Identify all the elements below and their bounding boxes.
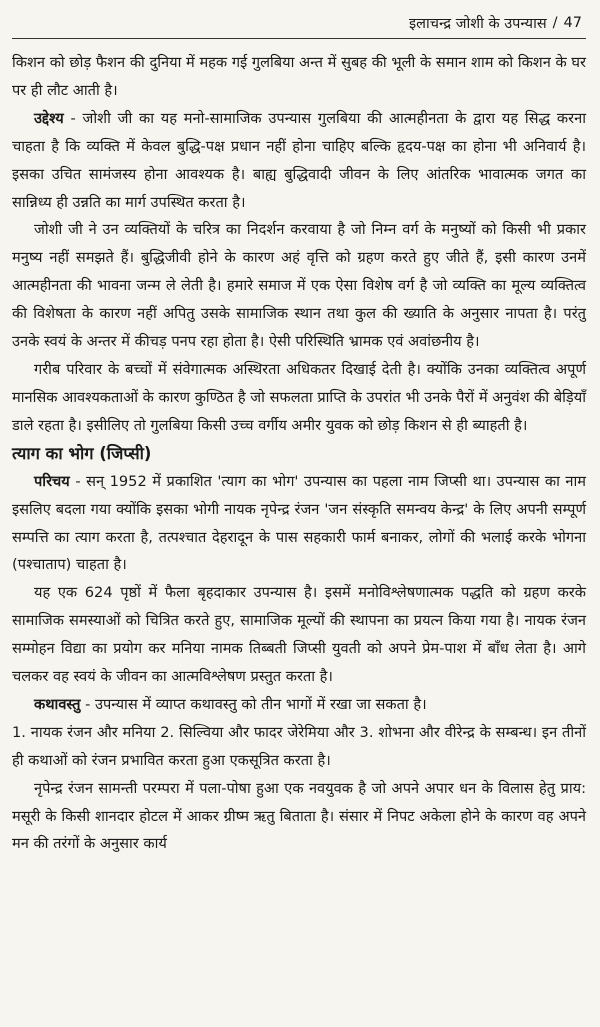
paragraph: 1. नायक रंजन और मनिया 2. सिल्विया और फादर जेरेमिया और 3. शोभना और वीरेन्द्र के सम्बन्ध। इन तीनों ही कथाओं को रंजन प्रभावित करता हुआ एकसूत्रित करता है। (12, 723, 586, 769)
paragraph: गरीब परिवार के बच्चों में संवेगात्मक अस्थिरता अधिकतर दिखाई देती है। क्योंकि उनका व्यक्तित्व अपूर्ण मानसिक आवश्यकताओं के कारण कुण्ठित है जो सफलता प्राप्ति के उपरांत भी उनके पैरों में अनुवंश की बेड़ियाँ डाले रहता है। इसीलिए तो गुलबिया किसी उच्च वर्गीय अमीर युवक को छोड़ किशन से ही ब्याहती है। (12, 360, 586, 434)
section-lead: परिचय (34, 472, 70, 490)
paragraph: नृपेन्द्र रंजन सामन्ती परम्परा में पला-पोषा हुआ एक नवयुवक है जो अपने अपार धन के विलास हेतु प्राय: मसूरी के किसी शानदार होटल में आकर ग्रीष्म ऋतु बिताता है। संसार में निपट अकेला होने के कारण वह अपने मन की तरंगों के अनुसार कार्य (12, 779, 586, 853)
running-title: इलाचन्द्र जोशी के उपन्यास (409, 16, 547, 32)
paragraph: जोशी जी ने उन व्यक्तियों के चरित्र का निदर्शन करवाया है जो निम्न वर्ग के मनुष्यों को किसी भी प्रकार मनुष्य नहीं समझते हैं। बुद्धिजीवी होने के कारण अहं वृत्ति को ग्रहण करते हुए जीते हैं, इसी कारण उनमें आत्महीनता की भावना जन्म ले लेती है। हमारे समाज में एक ऐसा विशेष वर्ग है जो व्यक्ति का मूल्य व्यक्तित्व की विशेषता के कारण नहीं अपितु उसके सामाजिक स्थान तथा कुल की ख्याति के अनुसार नापता है। परंतु उनके स्वयं के अन्तर में कीचड़ पनप रहा होता है। ऐसी परिस्थिति भ्रामक एवं अवांछनीय है। (12, 221, 586, 351)
page-body (12, 39, 586, 858)
paragraph: परिचय - सन् 1952 में प्रकाशित 'त्याग का भोग' उपन्यास का पहला नाम जिप्सी था। उपन्यास का नाम इसलिए बदला गया क्योंकि इसका भोगी नायक नृपेन्द्र रंजन 'जन संस्कृति समन्वय केन्द्र' के लिए अपनी सम्पूर्ण सम्पत्ति का त्याग करता है, तत्पश्चात देहरादून के पास सहकारी फार्म बनाकर, लोगों की भलाई करके भोगना (पश्चाताप) चाहता है। (12, 472, 586, 574)
running-header (12, 0, 586, 39)
section-lead: उद्देश्य (34, 109, 64, 127)
paragraph: किशन को छोड़ फैशन की दुनिया में महक गई गुलबिया अन्त में सुबह की भूली के समान शाम को किशन के घर पर ही लौट आती है। (12, 54, 586, 99)
header-separator: / (552, 15, 558, 31)
page-number: 47 (563, 15, 582, 31)
paragraph: यह एक 624 पृष्ठों में फैला बृहदाकार उपन्यास है। इसमें मनोविश्लेषणात्मक पद्धति को ग्रहण करके सामाजिक समस्याओं को चित्रित करते हुए, सामाजिक मूल्यों की स्थापना का प्रयत्न किया गया है। नायक रंजन सम्मोहन विद्या का प्रयोग कर मनिया नामक तिब्बती जिप्सी युवती को अपने प्रेम-पाश में बाँध लेता है। आगे चलकर वह स्वयं के जीवन का आत्मविश्लेषण प्रस्तुत करता है। (12, 584, 586, 686)
section-lead: कथावस्तु (34, 695, 81, 713)
section-heading: त्याग का भोग (जिप्सी) (12, 443, 152, 463)
paragraph: कथावस्तु - उपन्यास में व्याप्त कथावस्तु को तीन भागों में रखा जा सकता है। (34, 695, 427, 713)
paragraph: उद्देश्य - जोशी जी का यह मनो-सामाजिक उपन्यास गुलबिया की आत्महीनता के द्वारा यह सिद्ध करना चाहता है कि व्यक्ति में केवल बुद्धि-पक्ष प्रधान नहीं होना चाहिए बल्कि हृदय-पक्ष का होना भी अनिवार्य है। इसका उचित सामंजस्य होना आवश्यक है। बाह्य बुद्धिवादी जीवन के लिए आंतरिक भावात्मक जगत का सान्निध्य ही उन्नति का मार्ग उपस्थित करता है। (12, 109, 586, 211)
